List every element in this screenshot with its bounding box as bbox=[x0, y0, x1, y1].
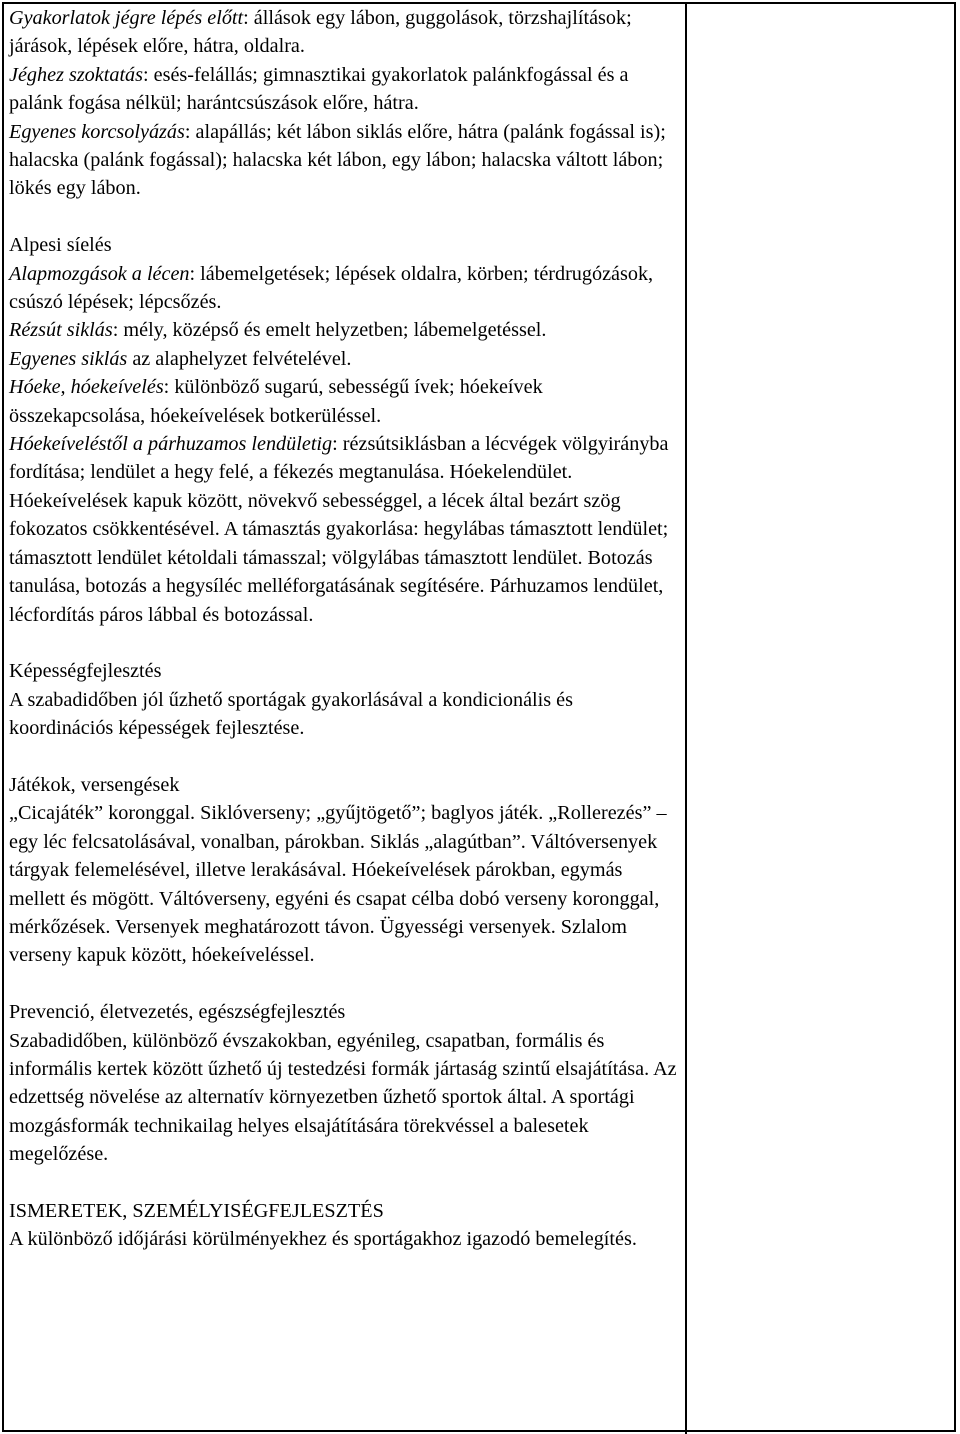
term: Hóekeíveléstől a párhuzamos lendületig bbox=[9, 433, 333, 456]
section-heading: Játékok, versengések bbox=[9, 773, 180, 796]
term: Alapmozgások a lécen bbox=[9, 262, 190, 285]
term: Egyenes korcsolyázás bbox=[9, 120, 185, 143]
text: : állások egy lábon, guggolások, törzshajlítások; járások, lépések előre, hátra, oldalra. bbox=[9, 7, 632, 58]
term: Gyakorlatok jégre lépés előtt bbox=[9, 7, 244, 29]
text: : rézsútsiklásban a lécvégek völgyirányba fordítása; lendület a hegy felé, a fékezés megtanulása. Hóekelendület. Hóekeívelések kapuk között, növekvő sebességgel, a lécek által bezárt szög fokozatos csökkentésével. A támasztás gyakorlása: hegylábas támasztott lendület; támasztott lendület kétoldali támasszal; völgylábas támasztott lendület. Botozás tanulása, botozás a hegysíléc melléforgatásának segítésére. Párhuzamos lendület, lécfordítás páros lábbal és botozással. bbox=[9, 433, 669, 626]
term: Egyenes siklás bbox=[9, 347, 128, 370]
content-column bbox=[9, 4, 677, 1254]
column-divider bbox=[685, 4, 687, 1434]
text: : alapállás; két lábon siklás előre, hátra (palánk fogással is); halacska (palánk fogással); halacska két lábon, egy lábon; halacska váltott lábon; lökés egy lábon. bbox=[9, 120, 666, 200]
text: az alaphelyzet felvételével. bbox=[127, 347, 352, 370]
paragraph-egyenes-korcsolyazas bbox=[9, 118, 677, 203]
section-heading: Képességfejlesztés bbox=[9, 660, 162, 683]
text: : különböző sugarú, sebességű ívek; hóekeívek összekapcsolása, hóekeívelések botkerüléssel. bbox=[9, 376, 543, 427]
term: Rézsút siklás bbox=[9, 319, 113, 342]
paragraph-rezsut-siklas bbox=[9, 316, 677, 344]
paragraph-alapmozgasok bbox=[9, 260, 677, 317]
paragraph-hoeke bbox=[9, 373, 677, 430]
paragraph-egyenes-siklas bbox=[9, 345, 677, 373]
section-heading: Alpesi síelés bbox=[9, 234, 112, 257]
paragraph-jegre-lepes bbox=[9, 4, 677, 61]
spacer bbox=[9, 203, 677, 231]
spacer bbox=[9, 1169, 677, 1197]
spacer bbox=[9, 970, 677, 998]
text: : esés-felállás; gimnasztikai gyakorlatok palánkfogással és a palánk fogása nélkül; harántcsúszások előre, hátra. bbox=[9, 63, 629, 115]
text: : lábemelgetések; lépések oldalra, körben; térdrugózások, csúszó lépések; lépcsőzés. bbox=[9, 262, 654, 314]
term: Hóeke, hóekeívelés bbox=[9, 376, 164, 399]
paragraph-jatekok: „Cicajáték” koronggal. Siklóverseny; „gyűjtögető”; baglyos játék. „Rollerezés” – egy léc felcsatolásával, vonalban, párokban. Siklás „alagútban”. Váltóversenyek tárgyak felemelésével, illetve lerakásával. Hóekeívelések párokban, egymás mellett és mögött. Váltóverseny, egyéni és csapat célba dobó verseny koronggal, mérkőzések. Versenyek meghatározott távon. Ügyességi versenyek. Szlalom verseny kapuk között, hóekeíveléssel. bbox=[9, 802, 667, 967]
section-heading: Prevenció, életvezetés, egészségfejlesztés bbox=[9, 1001, 346, 1024]
paragraph-jeghez-szoktatas bbox=[9, 61, 677, 118]
spacer bbox=[9, 743, 677, 771]
paragraph-kepessegfejlesztes: A szabadidőben jól űzhető sportágak gyakorlásával a kondicionális és koordinációs képességek fejlesztése. bbox=[9, 688, 573, 740]
text: : mély, középső és emelt helyzetben; lábemelgetéssel. bbox=[112, 319, 547, 342]
term: Jéghez szoktatás bbox=[9, 63, 143, 86]
paragraph-prevencio: Szabadidőben, különböző évszakokban, egyénileg, csapatban, formális és informális kertek között űzhető új testedzési formák jártaság szintű elsajátítása. Az edzettség növelése az alternatív környezetben űzhető sportok által. A sportági mozgásformák technikailag helyes elsajátítására törekvéssel a balesetek megelőzése. bbox=[9, 1029, 677, 1166]
section-heading: ISMERETEK, SZEMÉLYISÉGFEJLESZTÉS bbox=[9, 1199, 384, 1222]
paragraph-ismeretek: A különböző időjárási körülményekhez és sportágakhoz igazodó bemelegítés. bbox=[9, 1228, 637, 1251]
paragraph-parhuzamos-lendulet bbox=[9, 430, 677, 629]
spacer bbox=[9, 629, 677, 657]
